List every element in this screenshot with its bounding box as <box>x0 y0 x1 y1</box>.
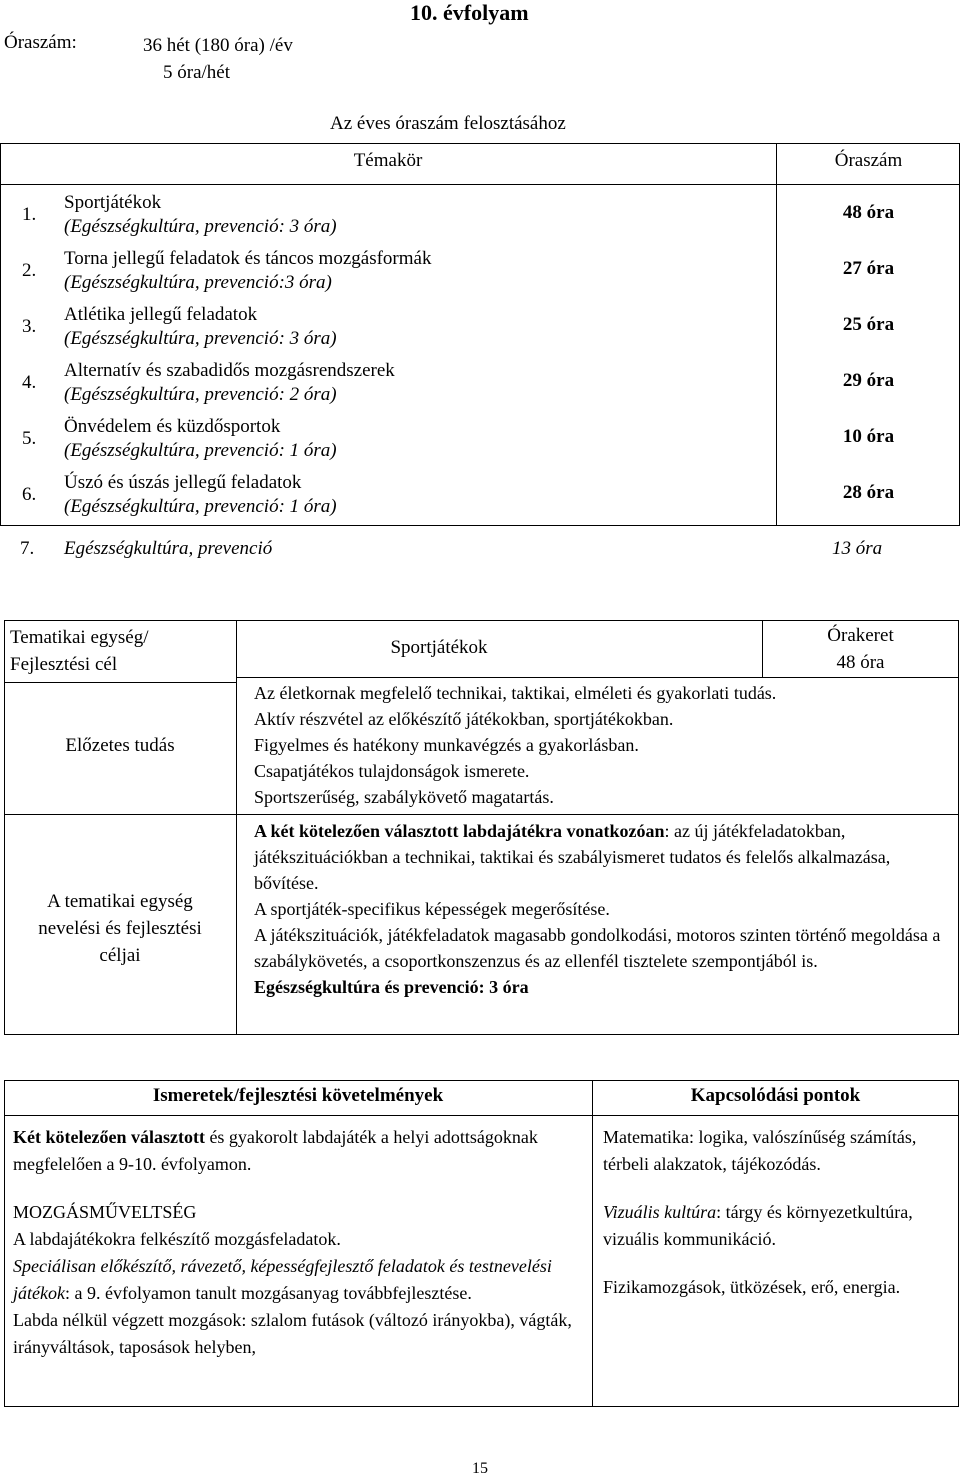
table-row <box>0 411 960 467</box>
goals-label <box>4 888 236 969</box>
connection-subject: Vizuális kultúra <box>603 1202 717 1222</box>
weeks-per-year: 36 hét (180 óra) /év <box>143 35 293 56</box>
goals-label-line: céljai <box>99 945 141 966</box>
row-number: 3. <box>22 316 37 337</box>
table-divider <box>236 620 237 1035</box>
req-rest: : a 9. évfolyamon tanult mozgásanyag továbbfejlesztése. <box>64 1283 472 1303</box>
topic-subtitle: (Egészségkultúra, prevenció:3 óra) <box>64 272 332 293</box>
requirements-text <box>13 1124 583 1361</box>
table-divider <box>0 184 960 185</box>
goal-paragraph: A sportjáték-specifikus képességek megerősítése. <box>254 899 610 919</box>
table-divider <box>4 1115 959 1116</box>
row-number: 2. <box>22 260 37 281</box>
table-row <box>0 187 960 243</box>
table-row <box>0 243 960 299</box>
table-divider <box>4 682 236 683</box>
goal-paragraph: Egészségkultúra és prevenció: 3 óra <box>254 977 529 997</box>
column-header-theme: Témakör <box>353 150 423 171</box>
connection-item: Fizikamozgások, ütközések, erő, energia. <box>603 1277 901 1297</box>
topic-hours: 13 óra <box>832 538 883 559</box>
list-item: Az életkornak megfelelő technikai, taktikai, elméleti és gyakorlati tudás. <box>254 683 777 703</box>
table-row <box>0 299 960 355</box>
hours-label: Óraszám: <box>4 32 77 53</box>
req-rest: és gyakorolt labdajáték a helyi adottságoknak megfelelően a 9-10. évfolyamon. <box>13 1127 538 1174</box>
hours-summary <box>143 32 293 86</box>
req-paragraph <box>13 1124 583 1178</box>
topic-hours: 10 óra <box>842 426 895 447</box>
table-row <box>0 467 960 523</box>
hours-frame-value: 48 óra <box>836 652 885 673</box>
goals-text <box>254 818 954 1000</box>
req-paragraph: Labda nélkül végzett mozgások: szlalom futások (változó irányokba), vágták, irányváltások, taposások helyben, <box>13 1310 572 1357</box>
topic-hours: 27 óra <box>842 258 895 279</box>
column-header-requirements: Ismeretek/fejlesztési követelmények <box>152 1085 444 1106</box>
unit-label <box>10 624 148 678</box>
goals-label-line: nevelési és fejlesztési <box>38 918 202 939</box>
row-number: 4. <box>22 372 37 393</box>
goal-rest: : az új játékfeladatokban, játékszituációkban a technikai, taktikai és szabályismeret tudatos és felelős alkalmazása, bővítése. <box>254 821 891 893</box>
column-header-connections: Kapcsolódási pontok <box>690 1085 861 1106</box>
distribution-subtitle: Az éves óraszám felosztásához <box>330 113 566 134</box>
table-row <box>0 355 960 411</box>
topic-subtitle: (Egészségkultúra, prevenció: 2 óra) <box>64 384 337 405</box>
prior-knowledge-list <box>254 680 776 810</box>
connection-item: Matematika: logika, valószínűség számítás, térbeli alakzatok, tájékozódás. <box>603 1127 917 1174</box>
connection-rest: : tárgy és környezetkultúra, vizuális kommunikáció. <box>603 1202 913 1249</box>
row-number: 5. <box>22 428 37 449</box>
goal-paragraph <box>254 818 954 896</box>
goals-label-line: A tematikai egység <box>47 891 193 912</box>
hours-per-week: 5 óra/hét <box>163 62 231 83</box>
row-number: 1. <box>22 204 37 225</box>
connection-item <box>603 1199 953 1253</box>
topic-title: Atlétika jellegű feladatok <box>64 304 258 325</box>
list-item: Aktív részvétel az előkészítő játékokban, sportjátékokban. <box>254 709 674 729</box>
topic-hours: 28 óra <box>842 482 895 503</box>
column-header-hours: Óraszám <box>834 150 903 171</box>
page-number: 15 <box>472 1460 488 1477</box>
topic-subtitle: (Egészségkultúra, prevenció: 3 óra) <box>64 216 337 237</box>
req-lead: Két kötelezően választott <box>13 1127 205 1147</box>
table-divider <box>236 677 959 678</box>
goal-paragraph: A játékszituációk, játékfeladatok magasabb gondolkodási, motoros szinten történő megoldása a szabálykövetés, a csoportkonszenzus és az ellenfél tisztelete szempontjából is. <box>254 925 941 971</box>
row-number: 6. <box>22 484 37 505</box>
table-divider <box>4 814 959 815</box>
prior-knowledge-label: Előzetes tudás <box>65 735 175 756</box>
row-number: 7. <box>20 538 35 559</box>
topic-hours: 48 óra <box>842 202 895 223</box>
unit-hours <box>762 622 959 676</box>
connections-text <box>603 1124 953 1301</box>
unit-label-line: Tematikai egység/ <box>10 627 149 648</box>
list-item: Csapatjátékos tulajdonságok ismerete. <box>254 761 530 781</box>
req-paragraph <box>13 1253 583 1307</box>
req-paragraph: A labdajátékokra felkészítő mozgásfeladatok. <box>13 1229 341 1249</box>
req-section-title: MOZGÁSMŰVELTSÉG <box>13 1202 197 1222</box>
topic-title: Úszó és úszás jellegű feladatok <box>64 472 302 493</box>
unit-label-line: Fejlesztési cél <box>10 654 118 675</box>
topic-hours: 29 óra <box>842 370 895 391</box>
topic-subtitle: (Egészségkultúra, prevenció: 3 óra) <box>64 328 337 349</box>
list-item: Sportszerűség, szabálykövető magatartás. <box>254 787 554 807</box>
grade-title: 10. évfolyam <box>410 0 529 25</box>
topic-subtitle: (Egészségkultúra, prevenció: 1 óra) <box>64 496 337 517</box>
table-divider <box>592 1080 593 1407</box>
topic-title: Sportjátékok <box>64 192 162 213</box>
topic-title: Alternatív és szabadidős mozgásrendszerek <box>64 360 395 381</box>
hours-frame-label: Órakeret <box>827 625 894 646</box>
topic-hours: 25 óra <box>842 314 895 335</box>
req-italic: Speciálisan előkészítő, rávezető, képességfejlesztő feladatok és testnevelési játékok <box>13 1256 552 1303</box>
goal-lead: A két kötelezően választott labdajátékra vonatkozóan <box>254 821 665 841</box>
topic-title: Egészségkultúra, prevenció <box>64 538 273 559</box>
unit-name: Sportjátékok <box>390 637 488 658</box>
list-item: Figyelmes és hatékony munkavégzés a gyakorlásban. <box>254 735 639 755</box>
topic-title: Önvédelem és küzdősportok <box>64 416 281 437</box>
topic-title: Torna jellegű feladatok és táncos mozgásformák <box>64 248 432 269</box>
topic-subtitle: (Egészségkultúra, prevenció: 1 óra) <box>64 440 337 461</box>
